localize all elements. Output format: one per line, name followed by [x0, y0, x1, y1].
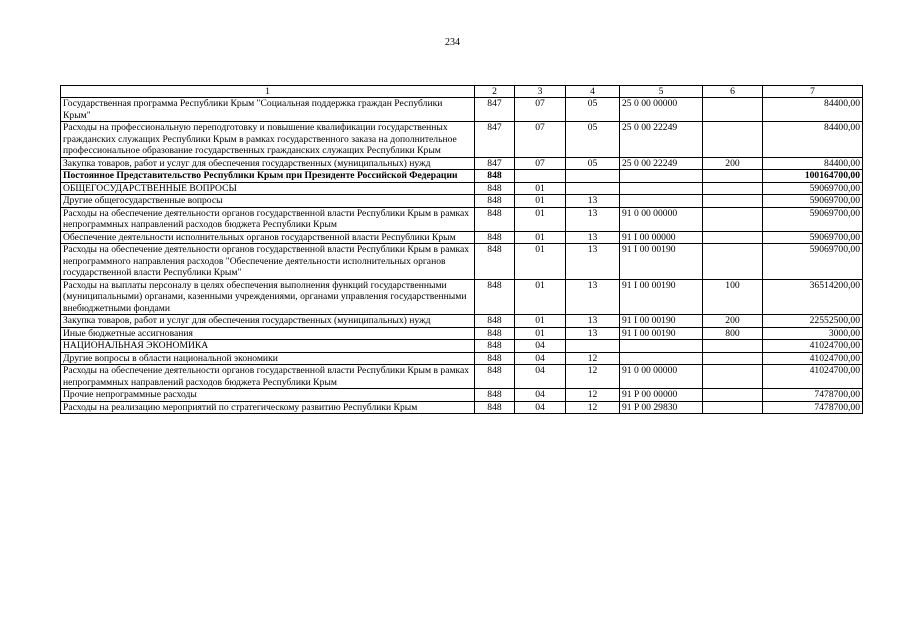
row-name-cell: Расходы на обеспечение деятельности органов государственной власти Республики Крым в рамках непрограммных направлений расходов бюджета Республики Крым [61, 207, 475, 231]
row-vr-cell: 200 [703, 157, 763, 170]
row-gr-cell: 848 [475, 195, 515, 208]
row-sum-cell: 84400,00 [763, 122, 863, 158]
row-rz-cell: 07 [515, 122, 566, 158]
row-csr-cell: 91 I 00 00190 [620, 279, 703, 315]
row-gr-cell: 848 [475, 207, 515, 231]
header-cell: 4 [566, 86, 620, 98]
header-cell: 5 [620, 86, 703, 98]
row-pr-cell: 13 [566, 195, 620, 208]
row-name-cell: Расходы на обеспечение деятельности органов государственной власти Республики Крым в рамках непрограммного направления расходов "Обеспечение деятельности исполнительных органов государственной власти Республики Крым" [61, 244, 475, 280]
row-name-cell: Прочие непрограммные расходы [61, 389, 475, 402]
row-rz-cell: 07 [515, 157, 566, 170]
row-rz-cell: 01 [515, 327, 566, 340]
row-pr-cell: 13 [566, 244, 620, 280]
row-sum-cell: 59069700,00 [763, 244, 863, 280]
row-csr-cell: 91 I 00 00190 [620, 244, 703, 280]
row-csr-cell: 91 P 00 29830 [620, 401, 703, 414]
row-sum-cell: 3000,00 [763, 327, 863, 340]
row-vr-cell [703, 170, 763, 183]
table-row [61, 98, 863, 122]
row-pr-cell [566, 170, 620, 183]
row-gr-cell: 848 [475, 170, 515, 183]
row-csr-cell [620, 340, 703, 353]
row-pr-cell: 05 [566, 122, 620, 158]
table-row [61, 182, 863, 195]
row-sum-cell: 100164700,00 [763, 170, 863, 183]
row-gr-cell: 847 [475, 98, 515, 122]
row-sum-cell: 59069700,00 [763, 182, 863, 195]
row-rz-cell [515, 170, 566, 183]
row-sum-cell: 59069700,00 [763, 195, 863, 208]
table-row [61, 195, 863, 208]
row-pr-cell: 13 [566, 327, 620, 340]
row-pr-cell [566, 182, 620, 195]
row-csr-cell [620, 195, 703, 208]
table-row [61, 207, 863, 231]
row-name-cell: ОБЩЕГОСУДАРСТВЕННЫЕ ВОПРОСЫ [61, 182, 475, 195]
row-gr-cell: 847 [475, 157, 515, 170]
row-sum-cell: 41024700,00 [763, 352, 863, 365]
row-vr-cell [703, 182, 763, 195]
row-pr-cell: 12 [566, 365, 620, 389]
table-row [61, 340, 863, 353]
row-rz-cell: 01 [515, 195, 566, 208]
row-sum-cell: 41024700,00 [763, 365, 863, 389]
header-cell: 6 [703, 86, 763, 98]
row-gr-cell: 848 [475, 389, 515, 402]
row-vr-cell [703, 244, 763, 280]
row-rz-cell: 01 [515, 244, 566, 280]
table-header-row [61, 86, 863, 98]
header-cell: 3 [515, 86, 566, 98]
row-sum-cell: 84400,00 [763, 157, 863, 170]
row-rz-cell: 01 [515, 315, 566, 328]
row-gr-cell: 848 [475, 340, 515, 353]
row-csr-cell: 91 0 00 00000 [620, 365, 703, 389]
row-vr-cell [703, 340, 763, 353]
row-pr-cell: 12 [566, 352, 620, 365]
row-gr-cell: 848 [475, 365, 515, 389]
row-name-cell: Закупка товаров, работ и услуг для обеспечения государственных (муниципальных) нужд [61, 315, 475, 328]
row-sum-cell: 84400,00 [763, 98, 863, 122]
row-gr-cell: 847 [475, 122, 515, 158]
row-rz-cell: 07 [515, 98, 566, 122]
row-name-cell: Иные бюджетные ассигнования [61, 327, 475, 340]
row-name-cell: Другие вопросы в области национальной экономики [61, 352, 475, 365]
row-csr-cell: 25 0 00 00000 [620, 98, 703, 122]
table-row [61, 122, 863, 158]
budget-table [60, 85, 863, 414]
page-number: 234 [445, 37, 460, 48]
table-row [61, 231, 863, 244]
table-row [61, 279, 863, 315]
row-vr-cell: 100 [703, 279, 763, 315]
row-csr-cell [620, 352, 703, 365]
row-gr-cell: 848 [475, 279, 515, 315]
table-row [61, 315, 863, 328]
row-csr-cell [620, 182, 703, 195]
table-row [61, 352, 863, 365]
row-vr-cell [703, 401, 763, 414]
row-vr-cell [703, 122, 763, 158]
row-pr-cell: 13 [566, 231, 620, 244]
table-row [61, 365, 863, 389]
row-sum-cell: 36514200,00 [763, 279, 863, 315]
row-vr-cell [703, 231, 763, 244]
header-cell: 7 [763, 86, 863, 98]
row-gr-cell: 848 [475, 327, 515, 340]
row-name-cell: Государственная программа Республики Крым "Социальная поддержка граждан Республики Крым" [61, 98, 475, 122]
row-vr-cell [703, 207, 763, 231]
row-csr-cell: 91 I 00 00190 [620, 327, 703, 340]
row-name-cell: Расходы на обеспечение деятельности органов государственной власти Республики Крым в рамках непрограммных направлений расходов бюджета Республики Крым [61, 365, 475, 389]
row-rz-cell: 01 [515, 279, 566, 315]
row-rz-cell: 01 [515, 182, 566, 195]
row-sum-cell: 59069700,00 [763, 231, 863, 244]
header-cell: 2 [475, 86, 515, 98]
row-rz-cell: 04 [515, 389, 566, 402]
row-sum-cell: 7478700,00 [763, 401, 863, 414]
row-csr-cell: 25 0 00 22249 [620, 122, 703, 158]
row-name-cell: Расходы на выплаты персоналу в целях обеспечения выполнения функций государственными (муниципальными) органами, казенными учреждениями, органами управления государственными внебюджетными фондами [61, 279, 475, 315]
table-row [61, 401, 863, 414]
row-sum-cell: 59069700,00 [763, 207, 863, 231]
row-csr-cell [620, 170, 703, 183]
row-pr-cell: 05 [566, 98, 620, 122]
row-rz-cell: 04 [515, 352, 566, 365]
row-name-cell: Другие общегосударственные вопросы [61, 195, 475, 208]
row-vr-cell: 800 [703, 327, 763, 340]
row-gr-cell: 848 [475, 231, 515, 244]
row-pr-cell: 12 [566, 389, 620, 402]
header-cell: 1 [61, 86, 475, 98]
row-csr-cell: 91 I 00 00000 [620, 231, 703, 244]
row-rz-cell: 04 [515, 401, 566, 414]
row-name-cell: Постоянное Представительство Республики Крым при Президенте Российской Федерации [61, 170, 475, 183]
row-vr-cell [703, 389, 763, 402]
row-pr-cell: 13 [566, 315, 620, 328]
row-sum-cell: 41024700,00 [763, 340, 863, 353]
row-vr-cell [703, 98, 763, 122]
row-vr-cell: 200 [703, 315, 763, 328]
row-name-cell: НАЦИОНАЛЬНАЯ ЭКОНОМИКА [61, 340, 475, 353]
row-sum-cell: 22552500,00 [763, 315, 863, 328]
row-pr-cell: 13 [566, 207, 620, 231]
row-pr-cell: 13 [566, 279, 620, 315]
row-csr-cell: 91 P 00 00000 [620, 389, 703, 402]
row-pr-cell [566, 340, 620, 353]
row-gr-cell: 848 [475, 315, 515, 328]
row-name-cell: Расходы на реализацию мероприятий по стратегическому развитию Республики Крым [61, 401, 475, 414]
row-rz-cell: 01 [515, 207, 566, 231]
table-row [61, 389, 863, 402]
row-name-cell: Закупка товаров, работ и услуг для обеспечения государственных (муниципальных) нужд [61, 157, 475, 170]
table-row [61, 327, 863, 340]
row-rz-cell: 04 [515, 340, 566, 353]
row-vr-cell [703, 195, 763, 208]
row-vr-cell [703, 365, 763, 389]
row-pr-cell: 05 [566, 157, 620, 170]
table-row [61, 157, 863, 170]
row-pr-cell: 12 [566, 401, 620, 414]
table-row [61, 170, 863, 183]
table-row [61, 244, 863, 280]
row-gr-cell: 848 [475, 182, 515, 195]
row-name-cell: Расходы на профессиональную переподготовку и повышение квалификации государственных гражданских служащих Республики Крым в рамках государственного заказа на дополнительное профессиональное образование государственных гражданских служащих Республики Крым [61, 122, 475, 158]
row-csr-cell: 25 0 00 22249 [620, 157, 703, 170]
row-gr-cell: 848 [475, 352, 515, 365]
row-rz-cell: 01 [515, 231, 566, 244]
row-csr-cell: 91 I 00 00190 [620, 315, 703, 328]
row-rz-cell: 04 [515, 365, 566, 389]
row-gr-cell: 848 [475, 401, 515, 414]
row-csr-cell: 91 0 00 00000 [620, 207, 703, 231]
row-name-cell: Обеспечение деятельности исполнительных органов государственной власти Республики Крым [61, 231, 475, 244]
row-vr-cell [703, 352, 763, 365]
row-gr-cell: 848 [475, 244, 515, 280]
row-sum-cell: 7478700,00 [763, 389, 863, 402]
